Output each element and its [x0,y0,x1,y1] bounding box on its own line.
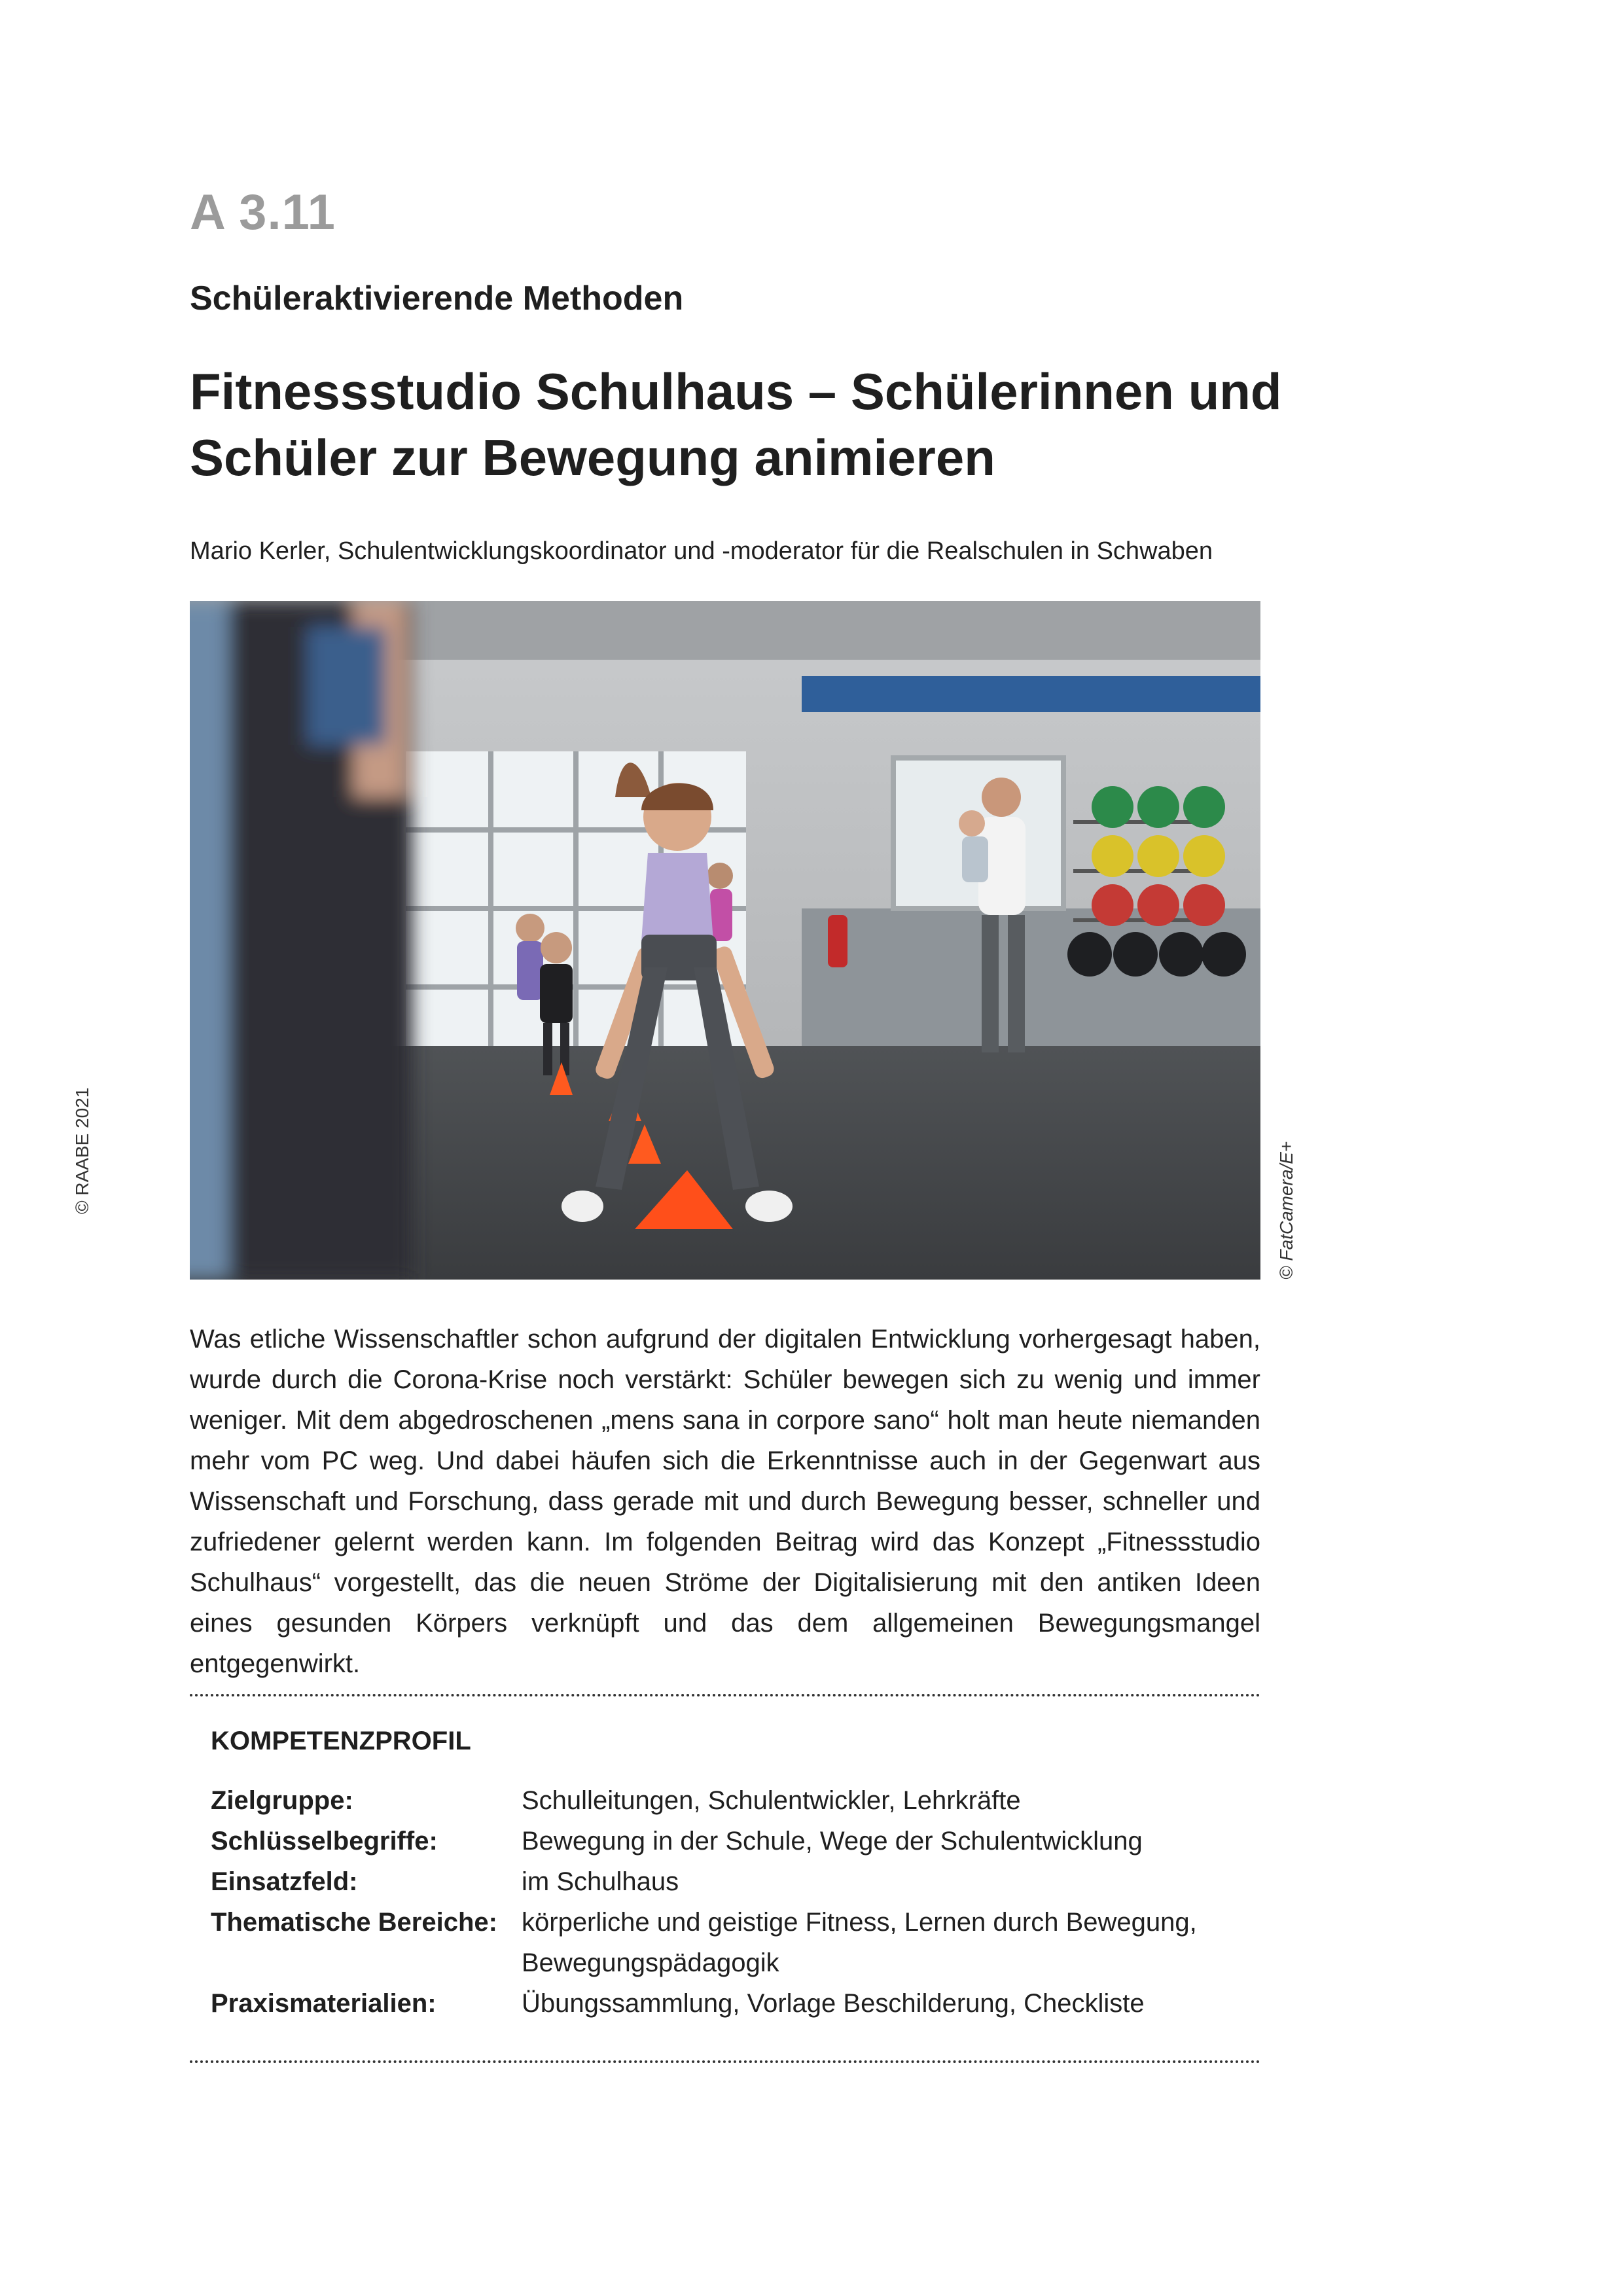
main-title-line-1: Fitnessstudio Schulhaus – Schülerinnen und [190,363,1282,420]
kp-label [211,1943,522,1983]
intro-paragraph: Was etliche Wissenschaftler schon aufgrund der digitalen Entwicklung vorhergesagt haben, wurde durch die Corona-Krise noch verstärkt: Schüler bewegen sich zu wenig und immer weniger. Mit dem abgedroschenen „mens sana in corpore sano“ holt man heute niemanden mehr vom PC weg. Und dabei häufen sich die Erkenntnisse auch in der Gegenwart aus Wissenschaft und Forschung, dass gerade mit und durch Bewegung besser, schneller und zufriedener gelernt werden kann. Im folgenden Beitrag wird das Konzept „Fitnessstudio Schulhaus“ vorgestellt, das die neuen Ströme der Digitalisierung mit den antiken Ideen eines gesunden Körpers verknüpft und das dem allgemeinen Bewegungsmangel entgegenwirkt. [190,1325,1260,1678]
divider-top [190,1694,1260,1696]
kp-row-schluesselbegriffe [211,1821,1232,1861]
kompetenzprofil-table [211,1780,1232,2024]
kp-value: im Schulhaus [522,1867,679,1896]
kp-label: Einsatzfeld: [211,1867,358,1896]
side-copyright: © RAABE 2021 [72,1087,92,1214]
divider-bottom [190,2060,1260,2063]
kp-label: Thematische Bereiche: [211,1908,497,1937]
series-title: Schüleraktivierende Methoden [190,279,684,317]
kp-row-thematische-bereiche [211,1902,1232,1943]
kp-row-thematische-bereiche-cont [211,1943,1232,1983]
kp-value: Schulleitungen, Schulentwickler, Lehrkräfte [522,1786,1021,1815]
kp-value: körperliche und geistige Fitness, Lernen durch Bewegung, [522,1908,1197,1937]
author-line: Mario Kerler, Schulentwicklungskoordinator und -moderator für die Realschulen in Schwaben [190,537,1213,565]
gym-photo [190,601,1260,1280]
kp-label: Zielgruppe: [211,1786,353,1815]
main-title-line-2: Schüler zur Bewegung animieren [190,429,995,487]
kp-row-praxismaterialien [211,1983,1232,2024]
kp-label: Schlüsselbegriffe: [211,1827,438,1856]
kp-label: Praxismaterialien: [211,1989,437,2018]
kp-row-zielgruppe [211,1780,1232,1821]
kompetenzprofil-heading: KOMPETENZPROFIL [211,1727,471,1755]
kp-row-einsatzfeld [211,1861,1232,1902]
section-number: A 3.11 [190,185,336,240]
kp-value: Übungssammlung, Vorlage Beschilderung, Checkliste [522,1989,1145,2018]
kp-value: Bewegung in der Schule, Wege der Schulentwicklung [522,1827,1143,1856]
main-title [190,359,1302,492]
photo-credit: © FatCamera/E+ [1276,1141,1296,1280]
kp-value: Bewegungspädagogik [522,1948,779,1977]
